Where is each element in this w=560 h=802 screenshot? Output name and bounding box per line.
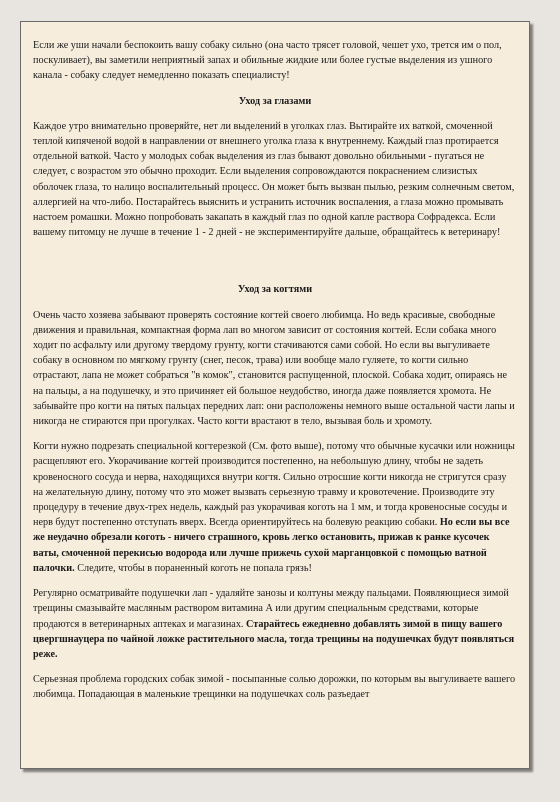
claws-p2-text: Когти нужно подрезать специальной когтерезкой (См. фото выше), потому что обычные кусачки или ножницы расщепляют его. Укорачивание когтей производится постепенно, на небольшую длину, чтобы не задеть кровеносного сосуда и нерва, находящихся внутри когтя. Сильно отросшие когти никогда не стригутся сразу на желательную длину, потому что это может вызвать серьезную травму и кровотечение. Производите эту процедуру в течение двух-трех недель, каждый раз укорачивая коготь на 1 мм, и тогда кровеносные сосуды и нерв будут постепенно отступать вверх. Всегда ориентируйтесь на болевую реакцию собаки. xyxy=(33,441,515,529)
claws-p2-emphasis: Но если вы все же неудачно обрезали коготь - ничего страшного, кровь легко остановить, прижав к ранке кусочек ваты, смоченной перекисью водорода или лучше прижечь сухой марганцовкой с помощью ватной палочки. xyxy=(33,517,510,574)
paws-emphasis: Старайтесь ежедневно добавлять зимой в пищу вашего цвергшнауцера по чайной ложке растительного масла, тогда трещины на подушечках будут появляться реже. xyxy=(33,618,515,660)
paws-paragraph xyxy=(33,586,517,662)
paws-text: Регулярно осматривайте подушечки лап - удаляйте занозы и колтуны между пальцами. Появляющиеся зимой трещины смазывайте масляным раствором витамина А или другим специальным средствами, которые продаются в ветеринарных аптеках и магазинах. xyxy=(33,588,509,630)
ears-warning-paragraph: Если же уши начали беспокоить вашу собаку сильно (она часто трясет головой, чешет ухо, трется им о пол, поскуливает), вы заметили неприятный запах и обильные жидкие или более густые выделения из ушного канала - собаку следует немедленно показать специалисту! xyxy=(33,40,502,82)
claws-paragraph-1: Очень часто хозяева забывают проверять состояние когтей своего любимца. Но ведь красивые, свободные движения и правильная, компактная форма лап во многом зависит от состояния когтей. Если собака много ходит по асфальту или другому твердому грунту, когти стачиваются сами собой. Но если вы выгуливаете собаку в основном по мягкому грунту (снег, песок, трава) или вообще мало гуляете, то когти сильно отрастают, лапа не может собраться "в комок", становится распущенной, плоской. Собака ходит, опираясь не на пальцы, а на подушечку, и это причиняет ей большое неудобство, иногда даже появляется хромота. Не забывайте про когти на пятых пальцах передних лап: они расположены немного выше остальной части лапы и никогда не стираются при прогулках. Часто когти врастают в тело, вызывая боль и хромоту. xyxy=(33,309,515,428)
claws-p2-tail: Следите, чтобы в пораненный коготь не попала грязь! xyxy=(74,562,312,574)
document-content xyxy=(21,22,529,703)
document-page xyxy=(20,21,530,769)
eyes-heading: Уход за глазами xyxy=(238,95,312,107)
salt-paragraph: Серьезная проблема городских собак зимой - посыпанные солью дорожки, по которым вы выгуливаете вашего любимца. Попадающая в маленькие трещинки на подушечках соль разъедает xyxy=(33,674,516,701)
claws-paragraph-2 xyxy=(33,439,517,576)
claws-heading: Уход за когтями xyxy=(237,284,313,296)
eyes-care-paragraph: Каждое утро внимательно проверяйте, нет ли выделений в уголках глаз. Вытирайте их ваткой, смоченной теплой кипяченой водой в направлении от внешнего уголка глаза к внутреннему. Каждый глаз протирается отдельной ваткой. Часто у молодых собак выделения из глаз бывают довольно обильными - пугаться не следует, с возрастом это обычно проходит. Если выделения сопровождаются покраснением слизистых оболочек глаза, то налицо воспалительный процесс. Он может быть вызван пылью, резким солнечным светом, аллергией на что-либо. Постарайтесь выяснить и устранить источник воспаления, а глаза можно промывать настоем ромашки. Можно попробовать закапать в каждый глаз по одной капле раствора Софрадекса. Если вашему питомцу не лучше в течение 1 - 2 дней - не экспериментируйте дальше, обращайтесь к ветеринару! xyxy=(33,120,515,239)
